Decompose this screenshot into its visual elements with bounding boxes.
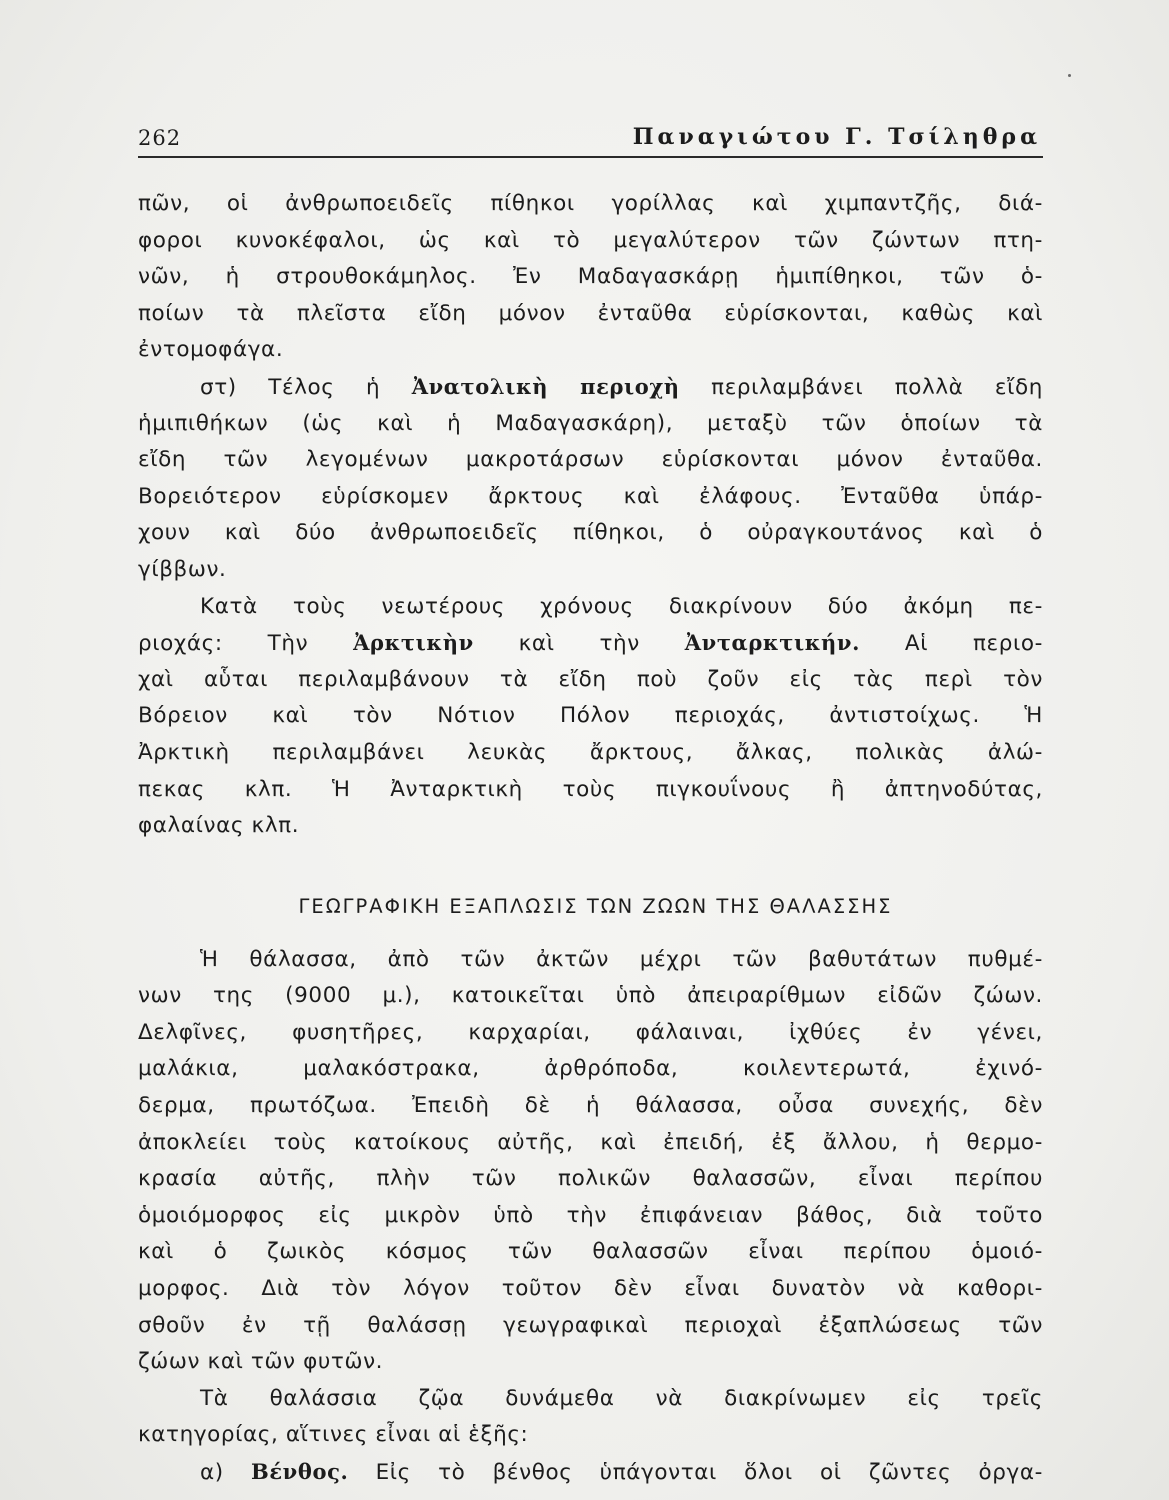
text-line: χαὶ αὗται περιλαμβάνουν τὰ εἴδη ποὺ ζοῦν εἰς τὰς περὶ τὸν [138,666,1043,692]
text-line: γίββων. [138,556,227,582]
text-line: ἐντομοφάγα. [138,337,284,363]
text-line: Ἀρκτικὴ περιλαμβάνει λευκὰς ἄρκτους, ἄλκας, πολικὰς ἀλώ- [138,739,1043,765]
text-run: στ) Τέλος ἡ [200,374,412,400]
text-line [138,1454,1043,1491]
text-line: πῶν, οἱ ἀνθρωποειδεῖς πίθηκοι γορίλλας καὶ χιμπαντζῆς, διά- [138,191,1043,216]
text-run: α) [200,1460,251,1485]
text-line: κατηγορίας, αἵτινες εἶναι αἱ ἑξῆς: [138,1422,529,1448]
running-title: Παναγιώτου Γ. Τσίληθρα [632,124,1041,150]
text-line: καὶ ὁ ζωικὸς κόσμος τῶν θαλασσῶν εἶναι περίπου ὁμοιό- [138,1239,1043,1265]
page-number: 262 [138,126,182,150]
text-run: Αἱ περιο- [860,631,1043,657]
text-line: πεκας κλπ. Ἡ Ἀνταρκτικὴ τοὺς πιγκουΐνους ἢ ἀπτηνοδύτας, [138,776,1043,802]
text-line: ἡμιπιθήκων (ὡς καὶ ἡ Μαδαγασκάρη), μεταξὺ τῶν ὁποίων τὰ [138,410,1043,436]
section-heading: ΓΕΩΓΡΑΦΙΚΗ ΕΞΑΠΛΩΣΙΣ ΤΩΝ ΖΩΩΝ ΤΗΣ ΘΑΛΑΣΣΗΣ [298,894,893,918]
text-run: καὶ τὴν [473,631,685,657]
text-line: δερμα, πρωτόζωα. Ἐπειδὴ δὲ ἡ θάλασσα, οὖσα συνεχής, δὲν [138,1093,1043,1119]
bold-term: Βένθος. [250,1459,349,1484]
text-line: χουν καὶ δύο ἀνθρωποειδεῖς πίθηκοι, ὁ οὐραγκουτάνος καὶ ὁ [138,520,1043,546]
speck [1068,74,1071,77]
text-line: νῶν, ἡ στρουθοκάμηλος. Ἐν Μαδαγασκάρῃ ἡμιπίθηκοι, τῶν ὁ- [138,264,1043,290]
page-header [138,120,1043,158]
text-line: ὁμοιόμορφος εἰς μικρὸν ὑπὸ τὴν ἐπιφάνειαν βάθος, διὰ τοῦτο [138,1202,1043,1228]
text-line: κρασία αὐτῆς, πλὴν τῶν πολικῶν θαλασσῶν, εἶναι περίπου [138,1166,1043,1192]
bold-term: Ἀνατολικὴ περιοχὴ [411,373,680,399]
text-line: Ἡ θάλασσα, ἀπὸ τῶν ἀκτῶν μέχρι τῶν βαθυτάτων πυθμέ- [200,946,1043,972]
bold-term: Ἀρκτικὴν [353,630,474,656]
text-line: Τὰ θαλάσσια ζῷα δυνάμεθα νὰ διακρίνωμεν εἰς τρεῖς [200,1385,1043,1411]
text-line: φαλαίνας κλπ. [138,813,300,839]
text-line: μορφος. Διὰ τὸν λόγον τοῦτον δὲν εἶναι δυνατὸν νὰ καθορι- [138,1276,1043,1302]
text-line [138,369,1043,406]
text-line [138,625,1043,662]
text-run: περιλαμβάνει πολλὰ εἴδη [679,374,1043,400]
text-run: Εἰς τὸ βένθος ὑπάγονται ὅλοι οἱ ζῶντες ὀργα- [348,1460,1043,1485]
text-line: Δελφῖνες, φυσητῆρες, καρχαρίαι, φάλαιναι, ἰχθύες ἐν γένει, [138,1019,1043,1045]
text-line: Βορειότερον εὑρίσκομεν ἄρκτους καὶ ἐλάφους. Ἐνταῦθα ὑπάρ- [138,483,1043,509]
text-line: σθοῦν ἐν τῇ θαλάσσῃ γεωγραφικαὶ περιοχαὶ ἐξαπλώσεως τῶν [138,1312,1043,1338]
text-line: ζώων καὶ τῶν φυτῶν. [138,1349,384,1375]
text-run: ριοχάς: Τὴν [138,631,354,657]
text-line: μαλάκια, μαλακόστρακα, ἀρθρόποδα, κοιλεντερωτά, ἐχινό- [138,1056,1043,1082]
body-text [138,186,1043,1491]
text-line: ἀποκλείει τοὺς κατοίκους αὐτῆς, καὶ ἐπειδή, ἐξ ἄλλου, ἡ θερμο- [138,1129,1043,1155]
text-line: Κατὰ τοὺς νεωτέρους χρόνους διακρίνουν δύο ἀκόμη πε- [200,593,1043,619]
text-line: φοροι κυνοκέφαλοι, ὡς καὶ τὸ μεγαλύτερον τῶν ζώντων πτη- [138,227,1043,253]
text-line: ποίων τὰ πλεῖστα εἴδη μόνον ἐνταῦθα εὑρίσκονται, καθὼς καὶ [138,300,1043,326]
bold-term: Ἀνταρκτικήν. [684,630,861,656]
text-line: νων της (9000 μ.), κατοικεῖται ὑπὸ ἀπειραρίθμων εἰδῶν ζώων. [138,983,1043,1009]
text-line: Βόρειον καὶ τὸν Νότιον Πόλον περιοχάς, ἀντιστοίχως. Ἡ [138,703,1043,729]
text-line: εἴδη τῶν λεγομένων μακροτάρσων εὑρίσκονται μόνον ἐνταῦθα. [138,447,1043,473]
